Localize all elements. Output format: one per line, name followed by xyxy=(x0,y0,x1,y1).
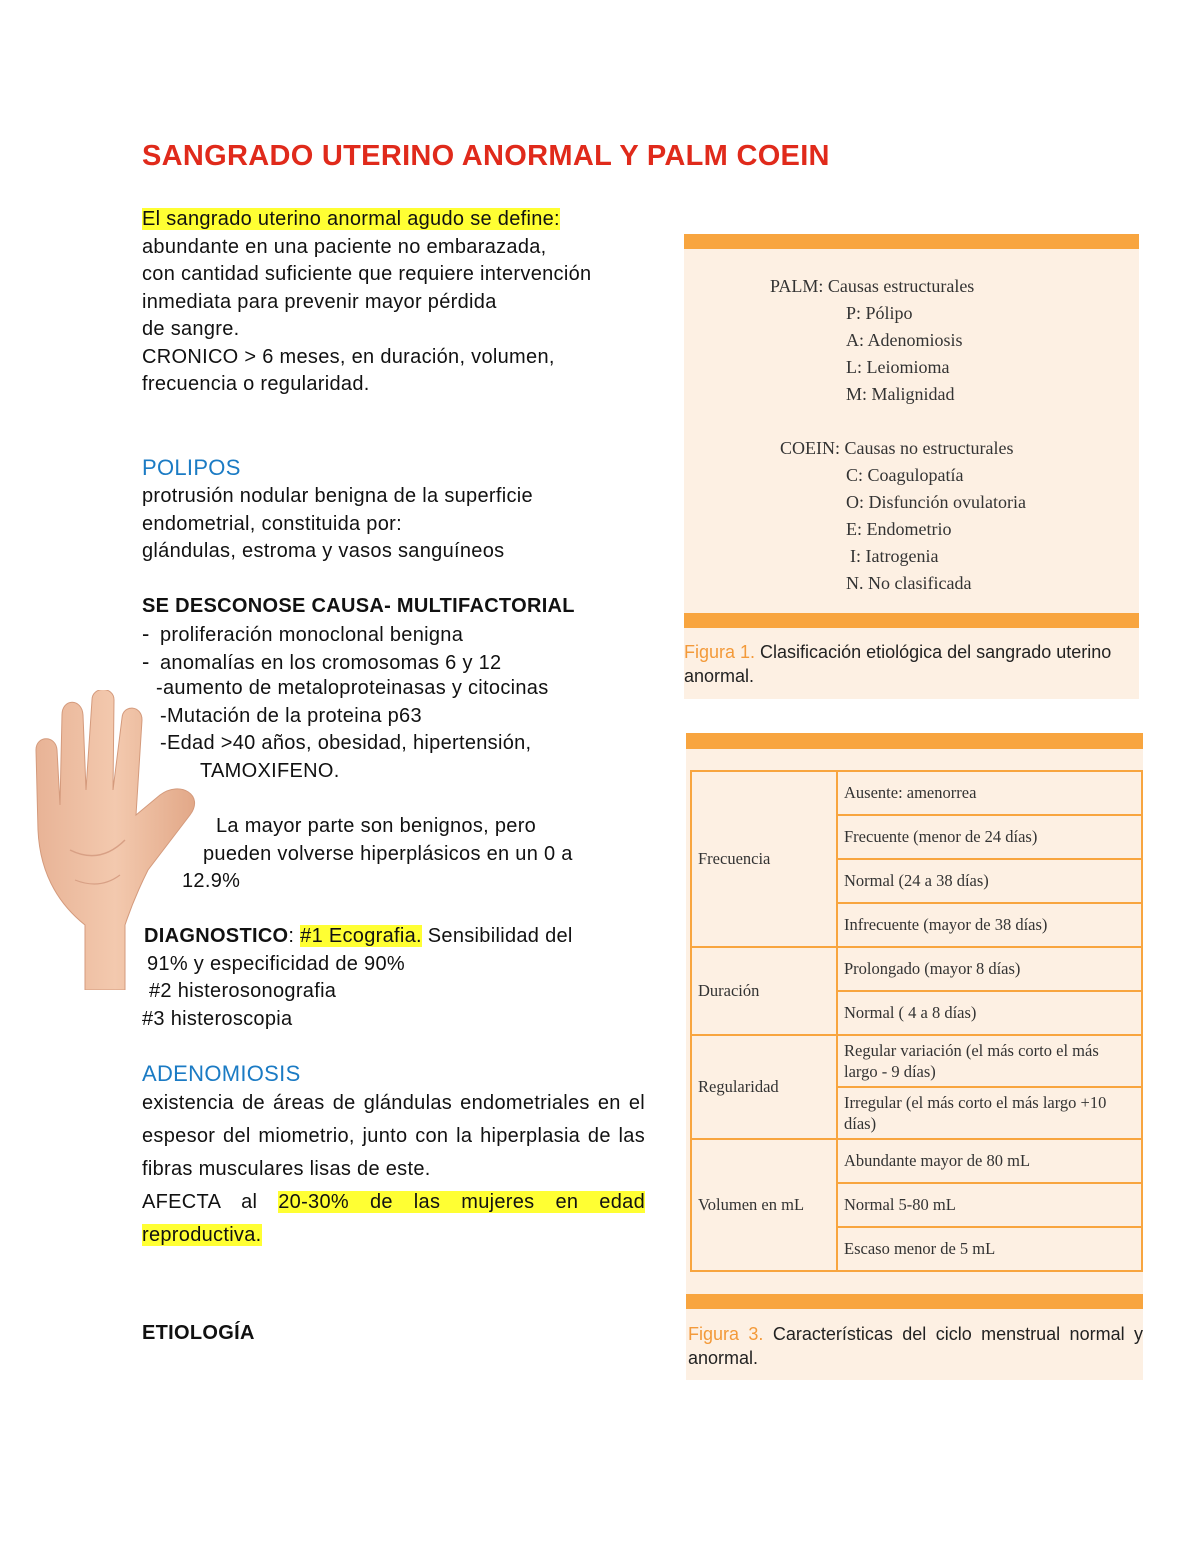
hand-image xyxy=(30,690,200,990)
palm-item: L: Leiomioma xyxy=(846,357,950,377)
cause-extra: TAMOXIFENO. xyxy=(200,759,340,782)
table-cell: Frecuente (menor de 24 días) xyxy=(837,815,1142,859)
table-category: Frecuencia xyxy=(691,771,837,947)
table-category: Regularidad xyxy=(691,1035,837,1139)
coein-header: COEIN: Causas no estructurales xyxy=(780,438,1014,458)
polipos-note xyxy=(142,813,652,896)
caption-label: Figura 3. xyxy=(688,1324,764,1344)
adenomiosis-highlight: 20-30% de las mujeres en edad reproductiva. xyxy=(142,1191,645,1246)
intro-line: con cantidad suficiente que requiere intervención xyxy=(142,263,592,285)
figure-3 xyxy=(686,733,1143,1380)
coein-item: C: Coagulopatía xyxy=(846,465,964,485)
intro-line: de sangre. xyxy=(142,318,240,340)
caption-text: Características del ciclo menstrual normal y anormal. xyxy=(688,1324,1143,1368)
palm-item: P: Pólipo xyxy=(846,303,913,323)
figure-top-bar xyxy=(684,234,1139,249)
adenomiosis-heading: ADENOMIOSIS xyxy=(142,1061,301,1086)
polipos-line: protrusión nodular benigna de la superficie xyxy=(142,485,533,507)
table-cell: Infrecuente (mayor de 38 días) xyxy=(837,903,1142,947)
note-line: 12.9% xyxy=(182,870,241,892)
intro-line: inmediata para prevenir mayor pérdida xyxy=(142,290,497,313)
adenomiosis-text xyxy=(142,1087,645,1252)
palm-item: A: Adenomiosis xyxy=(846,330,963,350)
diagnostico-rest: Sensibilidad del xyxy=(421,925,573,947)
table-category: Volumen en mL xyxy=(691,1139,837,1271)
etiologia-heading: ETIOLOGÍA xyxy=(142,1322,255,1344)
table-cell: Abundante mayor de 80 mL xyxy=(837,1139,1142,1183)
table-cell: Ausente: amenorrea xyxy=(837,771,1142,815)
caption-text: Clasificación etiológica del sangrado uterino anormal. xyxy=(684,642,1112,686)
diagnostico-block xyxy=(144,923,654,1033)
table-cell: Normal (24 a 38 días) xyxy=(837,859,1142,903)
caption-label: Figura 1. xyxy=(684,642,756,662)
cause-heading: SE DESCONOSE CAUSA- MULTIFACTORIAL xyxy=(142,595,575,617)
dash-bullet: - xyxy=(142,648,150,674)
cause-item: Edad >40 años, obesidad, hipertensión, xyxy=(166,732,532,754)
cause-item: proliferación monoclonal benigna xyxy=(160,624,464,646)
polipos-heading: POLIPOS xyxy=(142,455,241,480)
adenomiosis-definition: existencia de áreas de glándulas endometriales en el espesor del miometrio, junto con la hiperplasia de las fibras musculares lisas de este. xyxy=(142,1092,645,1180)
dash-bullet: - xyxy=(160,704,167,727)
figure-1 xyxy=(684,234,1139,699)
coein-item: E: Endometrio xyxy=(846,519,952,539)
page-title: SANGRADO UTERINO ANORMAL Y PALM COEIN xyxy=(142,140,830,172)
cause-item: anomalías en los cromosomas 6 y 12 xyxy=(160,651,502,674)
intro-highlight: El sangrado uterino anormal agudo se define: xyxy=(142,208,560,230)
intro-line: abundante en una paciente no embarazada, xyxy=(142,235,547,258)
polipos-definition xyxy=(142,483,652,566)
coein-item: I: Iatrogenia xyxy=(850,546,939,566)
table-cell: Normal ( 4 a 8 días) xyxy=(837,991,1142,1035)
figure-1-caption xyxy=(684,640,1139,688)
dash-bullet: - xyxy=(160,732,167,754)
adenomiosis-affects: AFECTA al xyxy=(142,1191,279,1213)
table-cell: Regular variación (el más corto el más largo - 9 días) xyxy=(837,1035,1142,1087)
intro-line: frecuencia o regularidad. xyxy=(142,373,370,395)
cause-item: aumento de metaloproteinasas y citocinas xyxy=(162,677,549,699)
coein-item: O: Disfunción ovulatoria xyxy=(846,492,1026,512)
figure-bottom-bar xyxy=(686,1294,1143,1309)
note-line: La mayor parte son benignos, pero xyxy=(216,815,537,837)
figure-top-bar xyxy=(686,733,1143,749)
polipos-line: endometrial, constituida por: xyxy=(142,512,402,535)
dx-line: 91% y especificidad de 90% xyxy=(147,952,405,975)
dash-bullet: - xyxy=(142,621,150,646)
diagnostico-colon: : xyxy=(288,925,301,947)
table-cell: Prolongado (mayor 8 días) xyxy=(837,947,1142,991)
palm-item: M: Malignidad xyxy=(846,384,955,404)
table-category: Duración xyxy=(691,947,837,1035)
cause-item: Mutación de la proteina p63 xyxy=(166,704,422,727)
table-cell: Normal 5-80 mL xyxy=(837,1183,1142,1227)
figure-3-caption xyxy=(688,1322,1143,1370)
figure-bottom-bar xyxy=(684,613,1139,628)
dx-line: #2 histerosonografia xyxy=(149,980,337,1002)
dash-bullet: - xyxy=(156,677,163,699)
table-cell: Escaso menor de 5 mL xyxy=(837,1227,1142,1271)
menstrual-cycle-table xyxy=(690,770,1143,1272)
diagnostico-label: DIAGNOSTICO xyxy=(144,925,289,947)
palm-header: PALM: Causas estructurales xyxy=(770,276,975,296)
dx-line: #3 histeroscopia xyxy=(142,1007,293,1030)
table-cell: Irregular (el más corto el más largo +10 días) xyxy=(837,1087,1142,1139)
intro-block xyxy=(142,206,652,399)
diagnostico-highlight: #1 Ecografia. xyxy=(300,925,422,947)
note-line: pueden volverse hiperplásicos en un 0 a xyxy=(203,842,573,865)
intro-line: CRONICO > 6 meses, en duración, volumen, xyxy=(142,345,555,368)
cause-list xyxy=(142,620,652,785)
polipos-line: glándulas, estroma y vasos sanguíneos xyxy=(142,540,505,562)
coein-item: N. No clasificada xyxy=(846,573,972,593)
